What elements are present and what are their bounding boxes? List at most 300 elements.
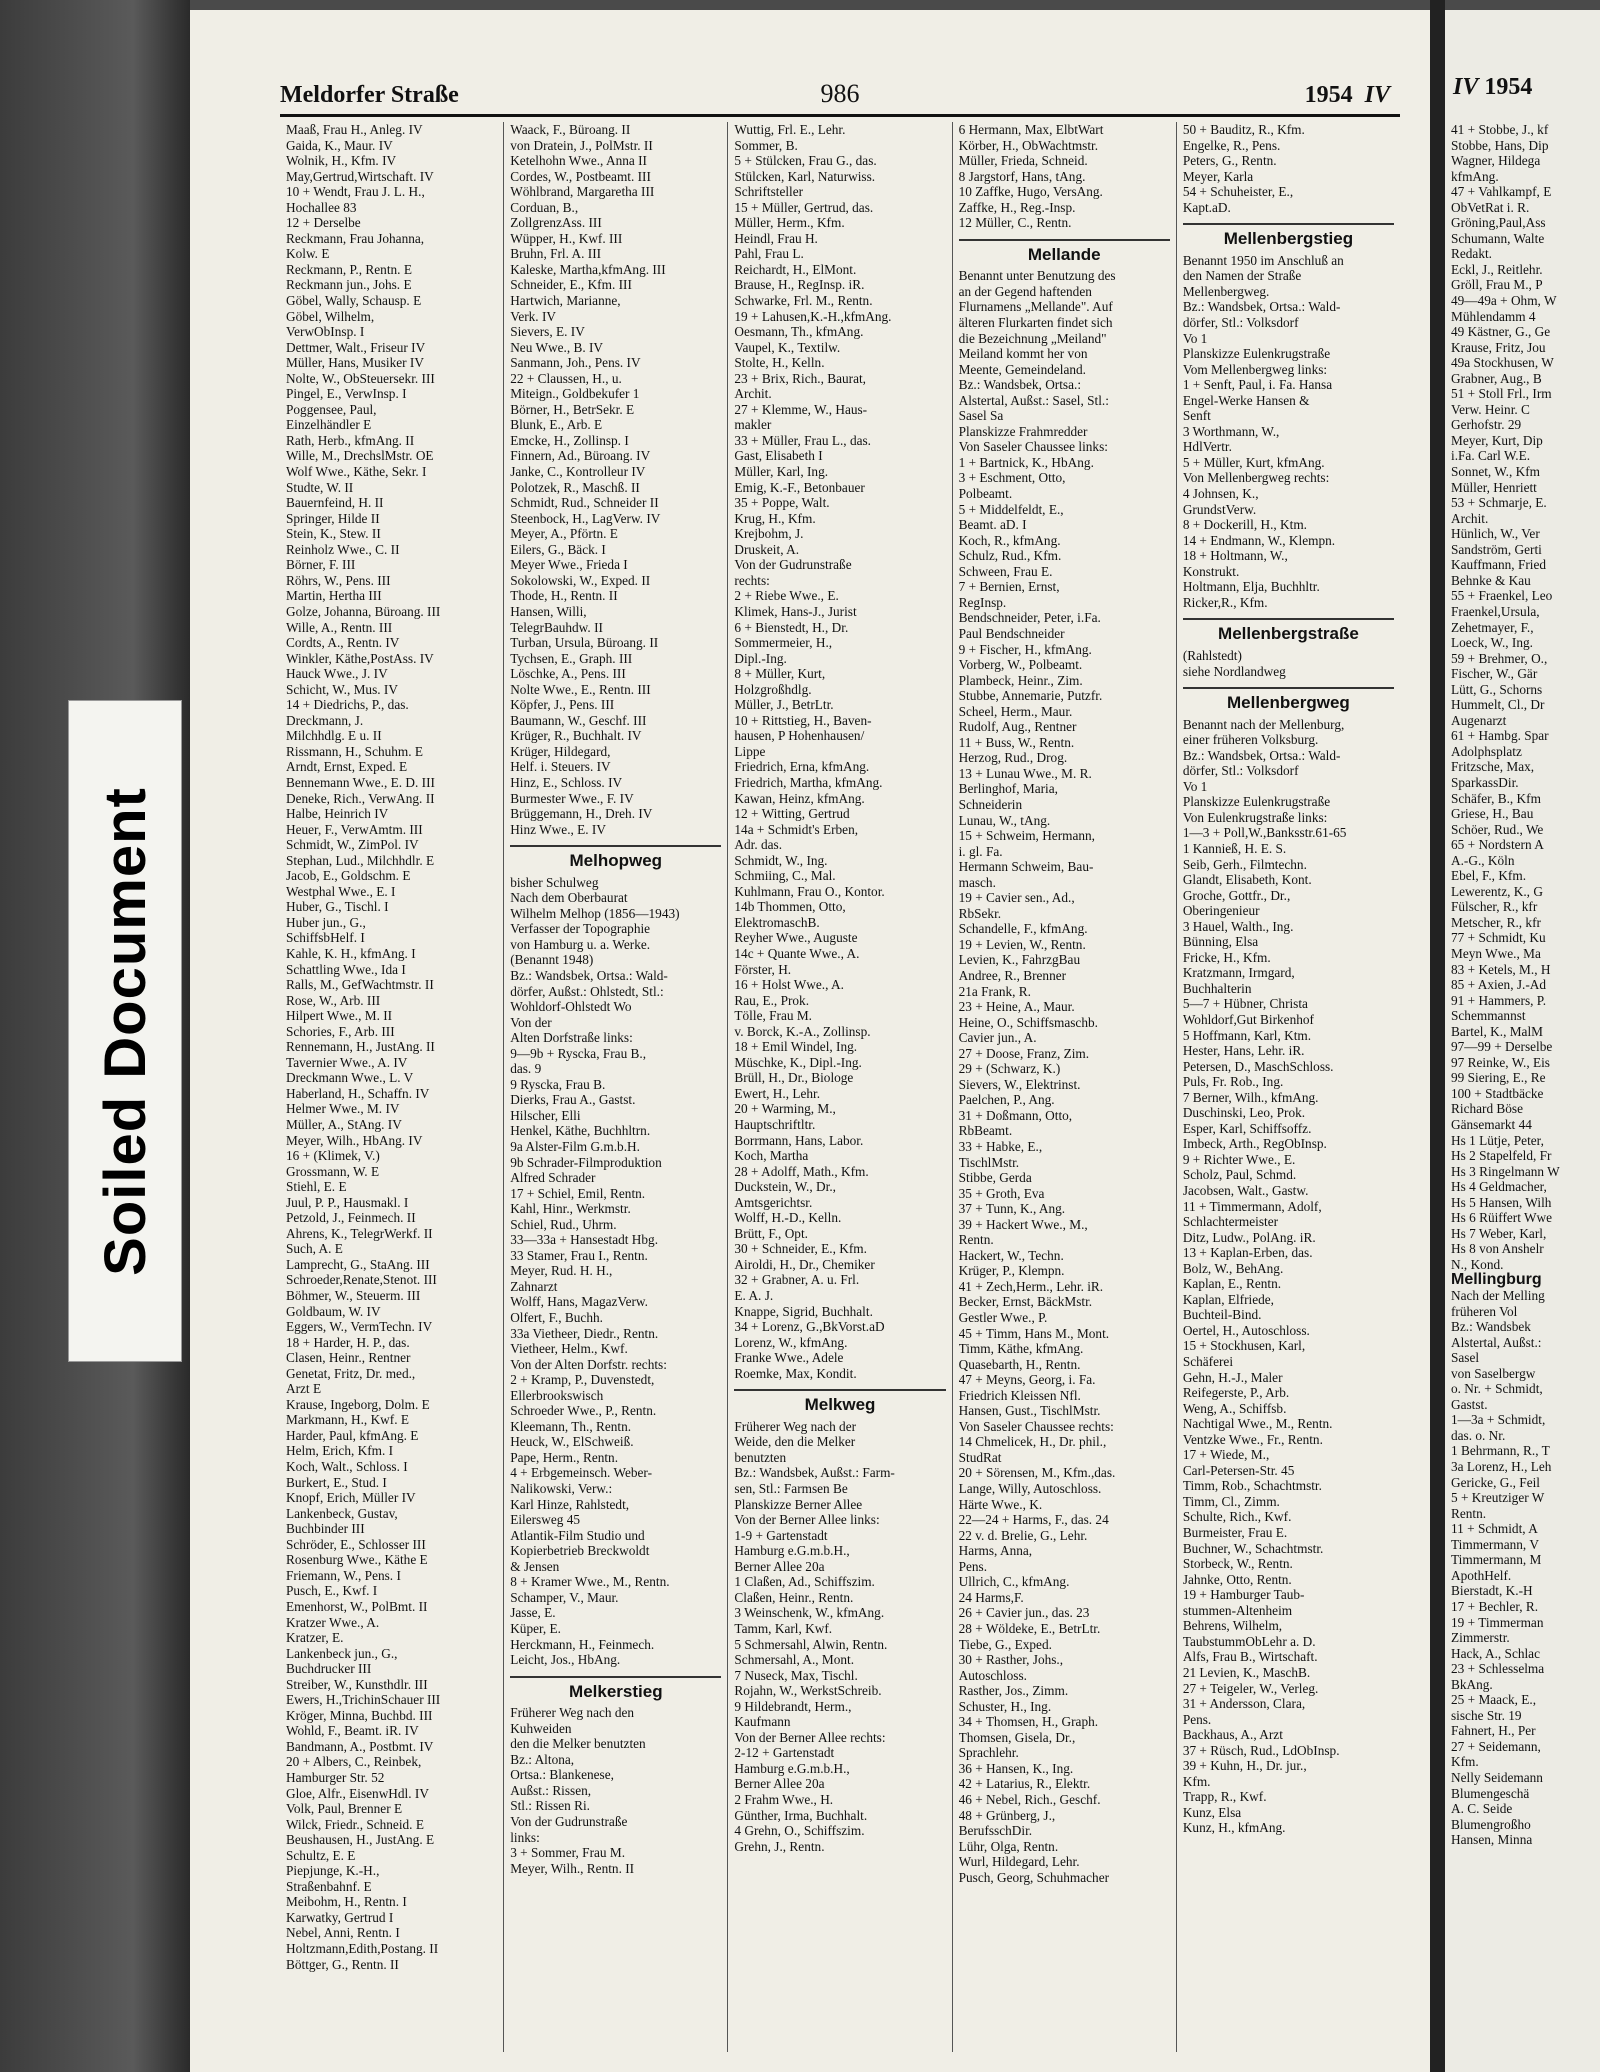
entry-line: Eggers, W., VermTechn. IV	[286, 1319, 433, 1335]
next-page-line: Bartel, K., MalM	[1451, 1023, 1543, 1039]
entry-line: Gestler Wwe., P.	[958, 1310, 1048, 1326]
entry-line: Wolf Wwe., Käthe, Sekr. I	[286, 464, 427, 480]
entry-line: von Dratein, J., PolMstr. II	[510, 137, 653, 153]
entry-line: Ventzke Wwe., Fr., Rentn.	[1182, 1431, 1323, 1447]
entry-line: Brüggemann, H., Dreh. IV	[510, 806, 653, 822]
entry-line: einer früheren Volksburg.	[1182, 732, 1319, 748]
entry-line: Rasther, Jos., Zimm.	[958, 1683, 1069, 1699]
entry-line: Atlantik-Film Studio und	[510, 1527, 645, 1543]
entry-line: Knappe, Sigrid, Buchhalt.	[734, 1303, 873, 1319]
entry-line: 32 + Grabner, A. u. Frl.	[734, 1272, 860, 1288]
street-heading: Melkweg	[734, 1389, 945, 1413]
entry-line: Benannt unter Benutzung des	[958, 268, 1116, 284]
entry-line: 1 Claßen, Ad., Schiffszim.	[734, 1574, 875, 1590]
entry-line: 1 Kannieß, H. E. S.	[1182, 840, 1287, 856]
entry-line: 33—33a + Hansestadt Hbg.	[510, 1232, 659, 1248]
entry-line: 18 + Harder, H. P., das.	[286, 1334, 410, 1350]
entry-line: Stolte, H., Kelln.	[734, 355, 825, 371]
entry-line: Stubbe, Annemarie, Putzfr.	[958, 688, 1103, 704]
entry-line: Seib, Gerh., Filmtechn.	[1182, 856, 1307, 872]
entry-line: Wilhelm Melhop (1856—1943)	[510, 905, 680, 921]
entry-line: Polotzek, R., Maschß. II	[510, 479, 640, 495]
entry-line: Härte Wwe., K.	[958, 1496, 1043, 1512]
street-heading: Mellenbergweg	[1183, 687, 1394, 711]
entry-line: Waack, F., Büroang. II	[510, 122, 631, 137]
entry-line: Fricke, H., Kfm.	[1182, 949, 1271, 965]
entry-line: dörfer, Stl.: Volksdorf	[1182, 763, 1299, 779]
entry-line: Weide, den die Melker	[734, 1434, 856, 1450]
next-page-line: Bierstadt, K.-H	[1451, 1583, 1533, 1599]
entry-line: Wuttig, Frl. E., Lehr.	[734, 122, 846, 137]
next-page-line: 100 + Stadtbäcke	[1451, 1085, 1544, 1101]
entry-line: Claßen, Heinr., Rentn.	[734, 1589, 854, 1605]
entry-line: Schween, Frau E.	[958, 563, 1053, 579]
entry-line: 5 Hoffmann, Karl, Ktm.	[1182, 1027, 1312, 1043]
entry-line: Polbeamt.	[958, 486, 1013, 502]
entry-line: Tavernier Wwe., A. IV	[286, 1054, 408, 1070]
entry-line: Ullrich, C., kfmAng.	[958, 1574, 1070, 1590]
entry-line: Buchdrucker III	[286, 1661, 372, 1677]
entry-line: Hilscher, Elli	[510, 1107, 581, 1123]
entry-line: Helf. i. Steuers. IV	[510, 759, 611, 775]
entry-line: Kaleske, Martha,kfmAng. III	[510, 261, 666, 277]
entry-line: Friedrich, Erna, kfmAng.	[734, 759, 870, 775]
entry-line: Verfasser der Topographie	[510, 921, 651, 937]
entry-line: Schulz, Rud., Kfm.	[958, 548, 1062, 564]
entry-line: Rennemann, H., JustAng. II	[286, 1039, 435, 1055]
entry-line: Weng, A., Schiffsb.	[1182, 1400, 1287, 1416]
entry-line: Burmeister, Frau E.	[1182, 1525, 1288, 1541]
entry-line: Arndt, Ernst, Exped. E	[286, 759, 408, 775]
entry-line: 45 + Timm, Hans M., Mont.	[958, 1325, 1110, 1341]
entry-line: Außst.: Rissen,	[510, 1782, 592, 1798]
entry-line: Lankenbeck jun., G.,	[286, 1645, 398, 1661]
entry-line: Müller, Hans, Musiker IV	[286, 355, 424, 371]
entry-line: Vo 1	[1182, 778, 1208, 794]
entry-line: Behrens, Wilhelm,	[1182, 1618, 1283, 1634]
entry-line: Ketelhohn Wwe., Anna II	[510, 153, 647, 169]
entry-line: Gehn, H.-J., Maler	[1182, 1369, 1283, 1385]
entry-line: Pape, Herm., Rentn.	[510, 1449, 619, 1465]
entry-line: Baumann, W., Geschf. III	[510, 712, 647, 728]
entry-line: Brüll, H., Dr., Biologe	[734, 1070, 854, 1086]
next-page-line: 91 + Hammers, P.	[1451, 992, 1547, 1008]
next-page-line: 41 + Stobbe, J., kf	[1451, 122, 1549, 137]
next-page-line: 11 + Schmidt, A	[1451, 1521, 1538, 1537]
entry-line: Schmiing, C., Mal.	[734, 868, 836, 884]
entry-line: Koch, Walt., Schloss. I	[286, 1459, 408, 1475]
street-heading: Mellenbergstraße	[1183, 618, 1394, 642]
entry-line: 9b Schrader-Filmproduktion	[510, 1154, 662, 1170]
entry-line: Rath, Herb., kfmAng. II	[286, 432, 415, 448]
next-page-line: Schäfer, B., Kfm	[1451, 790, 1541, 806]
entry-line: 7 + Bernien, Ernst,	[958, 579, 1060, 595]
next-page-line: 77 + Schmidt, Ku	[1451, 930, 1546, 946]
next-page-line: Hs 5 Hansen, Wilh	[1451, 1194, 1552, 1210]
entry-line: links:	[510, 1829, 540, 1845]
next-page-line: Meyn Wwe., Ma	[1451, 945, 1541, 961]
entry-line: 14 + Diedrichs, P., das.	[286, 697, 409, 713]
entry-line: TischlMstr.	[958, 1154, 1020, 1170]
entry-line: 15 + Müller, Gertrud, das.	[734, 199, 874, 215]
next-page-line: Redakt.	[1451, 246, 1492, 262]
next-page-line: BkAng.	[1451, 1676, 1493, 1692]
next-page-line: Alstertal, Außst.:	[1451, 1334, 1542, 1350]
entry-line: RbBeamt.	[958, 1123, 1013, 1139]
entry-line: Hackert, W., Techn.	[958, 1247, 1064, 1263]
entry-line: 22 v. d. Brelie, G., Lehr.	[958, 1527, 1088, 1543]
entry-line: Schattling Wwe., Ida I	[286, 961, 406, 977]
entry-line: Duckstein, W., Dr.,	[734, 1179, 836, 1195]
entry-line: Lühr, Olga, Rentn.	[958, 1838, 1059, 1854]
entry-line: Scholz, Paul, Schmd.	[1182, 1167, 1297, 1183]
entry-line: Planskizze Berner Allee	[734, 1496, 863, 1512]
entry-line: Von der Berner Allee links:	[734, 1512, 880, 1528]
entry-line: Klimek, Hans-J., Jurist	[734, 603, 857, 619]
entry-line: 3 + Eschment, Otto,	[958, 470, 1066, 486]
entry-line: Druskeit, A.	[734, 541, 800, 557]
next-page-line: Kauffmann, Fried	[1451, 557, 1547, 573]
entry-line: 2 Frahm Wwe., H.	[734, 1791, 834, 1807]
next-page-line: Behnke & Kau	[1451, 572, 1531, 588]
entry-line: 30 + Rasther, Johs.,	[958, 1652, 1064, 1668]
entry-line: Karwatky, Gertrud I	[286, 1909, 394, 1925]
next-page-line: Blumengeschä	[1451, 1785, 1530, 1801]
entry-line: dörfer, Außst.: Ohlstedt, Stl.:	[510, 983, 664, 999]
next-page-line: Loeck, W., Ing.	[1451, 635, 1533, 651]
entry-line: Hamburg e.G.m.b.H.,	[734, 1543, 850, 1559]
entry-line: Schandelle, F., kfmAng.	[958, 921, 1088, 937]
entry-line: Lamprecht, G., StaAng. III	[286, 1256, 430, 1272]
entry-line: Franke Wwe., Adele	[734, 1350, 844, 1366]
header-volume: IV	[1364, 82, 1390, 108]
entry-line: Koch, R., kfmAng.	[958, 532, 1061, 548]
entry-line: Ewers, H.,TrichinSchauer III	[286, 1692, 441, 1708]
entry-line: Cordts, A., Rentn. IV	[286, 635, 400, 651]
next-page-line: Metscher, R., kfr	[1451, 914, 1541, 930]
next-page-line: A. C. Seide	[1451, 1801, 1513, 1817]
entry-line: 19 + Cavier sen., Ad.,	[958, 890, 1075, 906]
entry-line: Buchner, W., Schachtmstr.	[1182, 1540, 1324, 1556]
entry-line: 13 + Lunau Wwe., M. R.	[958, 765, 1092, 781]
next-page-line: Sonnet, W., Kfm	[1451, 464, 1541, 480]
entry-line: bisher Schulweg	[510, 874, 599, 890]
entry-line: 18 + Emil Windel, Ing.	[734, 1039, 858, 1055]
entry-line: Meibohm, H., Rentn. I	[286, 1894, 407, 1910]
entry-line: Thomsen, Gisela, Dr.,	[958, 1729, 1076, 1745]
entry-line: Reckmann, P., Rentn. E	[286, 261, 412, 277]
entry-line: Zahnarzt	[510, 1278, 558, 1294]
next-page-line: Lewerentz, K., G	[1451, 883, 1543, 899]
next-page-line: Müller, Henriett	[1451, 479, 1537, 495]
entry-line: 14 + Endmann, W., Klempn.	[1182, 532, 1336, 548]
entry-line: Schiel, Rud., Uhrm.	[510, 1216, 617, 1232]
entry-line: Arzt E	[286, 1381, 322, 1397]
entry-line: 13 + Kaplan-Erben, das.	[1182, 1245, 1313, 1261]
entry-line: Kapt.aD.	[1182, 199, 1231, 215]
next-page-line: i.Fa. Carl W.E.	[1451, 448, 1531, 464]
entry-line: masch.	[958, 874, 996, 890]
next-page-volume: IV	[1453, 74, 1479, 100]
entry-line: Stibbe, Gerda	[958, 1170, 1032, 1186]
next-page-line: Fahnert, H., Per	[1451, 1723, 1536, 1739]
next-page-line: Hs 2 Stapelfeld, Fr	[1451, 1148, 1552, 1164]
entry-line: Kratzmann, Irmgard,	[1182, 965, 1295, 981]
next-page-line: Augenarzt	[1451, 712, 1507, 728]
entry-line: 10 + Rittstieg, H., Baven-	[734, 712, 872, 728]
entry-line: 1 + Senft, Paul, i. Fa. Hansa	[1182, 377, 1333, 393]
entry-line: Alfred Schrader	[510, 1170, 596, 1186]
entry-line: Schmidt, Rud., Schneider II	[510, 495, 659, 511]
entry-line: Krejbohm, J.	[734, 526, 804, 542]
entry-line: Backhaus, A., Arzt	[1182, 1727, 1283, 1743]
entry-line: rechts:	[734, 572, 770, 588]
next-page-line: 53 + Schmarje, E.	[1451, 495, 1547, 511]
entry-line: Stein, K., Stew. II	[286, 526, 381, 542]
entry-line: E. A. J.	[734, 1288, 774, 1304]
entry-line: den Namen der Straße	[1182, 268, 1302, 284]
next-page-line: SparkassDir.	[1451, 774, 1519, 790]
entry-line: Bennemann Wwe., E. D. III	[286, 774, 435, 790]
entry-line: Volk, Paul, Brenner E	[286, 1801, 403, 1817]
entry-line: Bendschneider, Peter, i.Fa.	[958, 610, 1101, 626]
entry-line: Köpfer, J., Pens. III	[510, 697, 615, 713]
entry-line: Cavier jun., A.	[958, 1030, 1037, 1046]
entry-line: Clasen, Heinr., Rentner	[286, 1350, 411, 1366]
entry-line: Scheel, Herm., Maur.	[958, 703, 1073, 719]
entry-line: Von der Berner Allee rechts:	[734, 1729, 886, 1745]
column-4	[953, 122, 1177, 2052]
entry-line: Vo 1	[1182, 330, 1208, 346]
next-page-line: 19 + Timmerman	[1451, 1614, 1544, 1630]
entry-line: Früherer Weg nach der	[734, 1418, 857, 1434]
next-page-line: o. Nr. + Schmidt,	[1451, 1381, 1543, 1397]
entry-line: Bolz, W., BehAng.	[1182, 1260, 1284, 1276]
entry-line: benutzten	[734, 1449, 787, 1465]
entry-line: Andree, R., Brenner	[958, 967, 1067, 983]
entry-line: Meyer, Wilh., Rentn. II	[510, 1860, 635, 1876]
next-page-line: ObVetRat i. R.	[1451, 199, 1530, 215]
entry-line: Herzog, Rud., Drog.	[958, 750, 1068, 766]
entry-line: Oertel, H., Autoschloss.	[1182, 1322, 1310, 1338]
next-page-lines	[1451, 122, 1600, 1848]
entry-line: 23 + Brix, Rich., Baurat,	[734, 370, 866, 386]
entry-line: Genetat, Fritz, Dr. med.,	[286, 1365, 416, 1381]
entry-line: Schröder, E., Schlosser III	[286, 1536, 426, 1552]
entry-line: 28 + Wöldeke, E., BetrLtr.	[958, 1620, 1101, 1636]
entry-line: Zaffke, H., Reg.-Insp.	[958, 199, 1076, 215]
entry-line: Schamper, V., Maur.	[510, 1589, 619, 1605]
entry-line: StudRat	[958, 1449, 1002, 1465]
column-1	[280, 122, 504, 2052]
book-gutter	[1430, 0, 1445, 2072]
entry-line: Von der Alten Dorfstr. rechts:	[510, 1356, 667, 1372]
entry-line: 15 + Stockhusen, Karl,	[1182, 1338, 1306, 1354]
entry-line: Hauptschriftltr.	[734, 1117, 816, 1132]
entry-line: 19 + Levien, W., Rentn.	[958, 936, 1086, 952]
stamp-text: Soiled Document	[92, 786, 158, 1276]
entry-line: 5 Schmersahl, Alwin, Rentn.	[734, 1636, 888, 1652]
entry-line: Kopierbetrieb Breckwoldt	[510, 1543, 650, 1559]
entry-line: Karl Hinze, Rahlstedt,	[510, 1496, 630, 1512]
next-page-line: Krause, Fritz, Jou	[1451, 339, 1546, 355]
directory-page	[190, 10, 1430, 2072]
next-page-line: von Saselbergw	[1451, 1365, 1536, 1381]
entry-line: 4 + Erbgemeinsch. Weber-	[510, 1465, 652, 1481]
entry-line: von Hamburg u. a. Werke.	[510, 936, 651, 952]
entry-line: 19 + Hamburger Taub-	[1182, 1587, 1305, 1603]
next-page-line: Nach der Melling	[1451, 1288, 1545, 1304]
entry-line: 8 + Dockerill, H., Ktm.	[1182, 517, 1308, 533]
entry-line: Alten Dorfstraße links:	[510, 1030, 633, 1046]
next-page-line: 5 + Kreutziger W	[1451, 1490, 1545, 1506]
next-page-line: Gänsemarkt 44	[1451, 1117, 1532, 1132]
entry-line: TaubstummObLehr a. D.	[1182, 1633, 1316, 1649]
next-page-line: Timmermann, M	[1451, 1552, 1542, 1568]
entry-line: & Jensen	[510, 1558, 560, 1574]
entry-line: Börner, F. III	[286, 557, 356, 573]
entry-line: Förster, H.	[734, 961, 792, 977]
entry-line: Beushausen, H., JustAng. E	[286, 1832, 435, 1848]
entry-line: Rentn.	[958, 1232, 994, 1248]
entry-line: Huber, G., Tischl. I	[286, 899, 389, 915]
entry-line: 48 + Grünberg, J.,	[958, 1807, 1056, 1823]
entry-line: 37 + Tunn, K., Ang.	[958, 1201, 1066, 1217]
entry-line: Wilck, Friedr., Schneid. E	[286, 1816, 424, 1832]
entry-line: Von der	[510, 1014, 552, 1030]
entry-line: Oesmann, Th., kfmAng.	[734, 324, 864, 340]
entry-line: Roemke, Max, Kondit.	[734, 1365, 857, 1381]
entry-line: Janke, C., Kontrolleur IV	[510, 464, 646, 480]
next-page-line: Fritzsche, Max,	[1451, 759, 1535, 775]
entry-line: Wöhlbrand, Margaretha III	[510, 184, 655, 200]
entry-line: hausen, P Hohenhausen/	[734, 728, 865, 744]
next-page-line: Meyer, Kurt, Dip	[1451, 432, 1543, 448]
entry-line: Golze, Johanna, Büroang. III	[286, 603, 441, 619]
entry-line: Von der Gudrunstraße	[510, 1813, 628, 1829]
entry-line: Holtmann, Elja, Buchhltr.	[1182, 579, 1320, 595]
entry-line: Ralls, M., GefWachtmstr. II	[286, 977, 434, 993]
entry-line: Bandmann, A., Postbmt. IV	[286, 1738, 434, 1754]
next-page-line: 59 + Brehmer, O.,	[1451, 650, 1548, 666]
entry-line: Berner Allee 20a	[734, 1776, 825, 1792]
entry-line: Vaupel, K., Textilw.	[734, 339, 841, 355]
entry-line: Koch, Martha	[734, 1148, 809, 1164]
entry-line: (Benannt 1948)	[510, 952, 594, 968]
entry-line: Wohldorf,Gut Birkenhof	[1182, 1011, 1314, 1027]
entry-line: Paelchen, P., Ang.	[958, 1092, 1055, 1108]
entry-line: 35 + Groth, Eva	[958, 1185, 1045, 1201]
entry-line: Sievers, E. IV	[510, 324, 585, 340]
entry-line: Ditz, Ludw., PolAng. iR.	[1182, 1229, 1316, 1245]
entry-line: Schroeder,Renate,Stenot. III	[286, 1272, 437, 1288]
entry-line: Friedrich, Martha, kfmAng.	[734, 774, 883, 790]
entry-line: Jahnke, Otto, Rentn.	[1182, 1571, 1292, 1587]
entry-line: Dettmer, Walt., Friseur IV	[286, 339, 426, 355]
next-page-line: Eckl, J., Reitlehr.	[1451, 261, 1543, 277]
entry-line: Engel-Werke Hansen &	[1182, 392, 1310, 408]
entry-line: Hansen, Gust., TischlMstr.	[958, 1403, 1101, 1419]
entry-line: Plambeck, Heinr., Zim.	[958, 672, 1083, 688]
entry-line: 34 + Lorenz, G.,BkVorst.aD	[734, 1319, 885, 1335]
entry-line: 12 Müller, C., Rentn.	[958, 215, 1072, 231]
entry-line: Schlachtermeister	[1182, 1214, 1279, 1230]
entry-line: Engelke, R., Pens.	[1182, 137, 1281, 153]
entry-line: Flurnamens „Mellande". Auf	[958, 299, 1113, 315]
entry-line: 22 + Claussen, H., u.	[510, 370, 622, 386]
entry-line: Wille, M., DrechslMstr. OE	[286, 448, 434, 464]
next-page-line: Rentn.	[1451, 1505, 1487, 1521]
entry-line: 3 Weinschenk, W., kfmAng.	[734, 1605, 885, 1621]
entry-line: Trapp, R., Kwf.	[1182, 1789, 1267, 1805]
entry-line: Timm, Rob., Schachtmstr.	[1182, 1478, 1322, 1494]
entry-line: Blunk, E., Arb. E	[510, 417, 603, 433]
next-page-line: Schumann, Walte	[1451, 230, 1545, 246]
entry-line: Straßenbahnf. E	[286, 1878, 372, 1894]
entry-line: Martin, Hertha III	[286, 588, 382, 604]
entry-line: Buchbinder III	[286, 1521, 365, 1537]
entry-line: 33 Stamer, Frau I., Rentn.	[510, 1247, 648, 1263]
entry-line: Kaplan, Elfriede,	[1182, 1291, 1275, 1307]
entry-line: RbSekr.	[958, 905, 1002, 921]
entry-line: Emenhorst, W., PolBmt. II	[286, 1598, 428, 1614]
entry-line: 10 + Wendt, Frau J. L. H.,	[286, 184, 425, 200]
entry-line: Reifegerste, P., Arb.	[1182, 1385, 1290, 1401]
entry-line: Hartwich, Marianne,	[510, 293, 621, 309]
entry-line: Goldbaum, W. IV	[286, 1303, 381, 1319]
entry-line: Jacobsen, Walt., Gastw.	[1182, 1183, 1309, 1198]
entry-line: Thode, H., Rentn. II	[510, 588, 618, 604]
entry-line: Böhmer, W., Steuerm. III	[286, 1288, 421, 1304]
entry-line: Schwarke, Frl. M., Rentn.	[734, 293, 873, 309]
entry-line: sen, Stl.: Farmsen Be	[734, 1481, 848, 1497]
entry-line: Meiland kommt her von	[958, 346, 1088, 362]
next-page-line: Gastst.	[1451, 1396, 1488, 1412]
entry-line: Schicht, W., Mus. IV	[286, 681, 398, 697]
entry-line: dörfer, Stl.: Volksdorf	[1182, 315, 1299, 331]
entry-line: Steenbock, H., LagVerw. IV	[510, 510, 661, 526]
entry-line: Kratzer Wwe., A.	[286, 1614, 380, 1630]
street-heading: Mellande	[959, 239, 1170, 263]
entry-line: 27 + Klemme, W., Haus-	[734, 401, 868, 417]
entry-line: Haberland, H., Schaffn. IV	[286, 1085, 430, 1101]
entry-line: Hamburger Str. 52	[286, 1769, 385, 1785]
next-page-line: 97—99 + Derselbe	[1451, 1039, 1553, 1055]
entry-line: 27 + Doose, Franz, Zim.	[958, 1045, 1090, 1061]
entry-line: Schulte, Rich., Kwf.	[1182, 1509, 1292, 1525]
street-heading: Melkerstieg	[510, 1676, 721, 1700]
entry-line: Wüpper, H., Kwf. III	[510, 230, 623, 246]
entry-line: 14b Thommen, Otto,	[734, 899, 846, 915]
entry-line: Levien, K., FahrzgBau	[958, 952, 1081, 968]
entry-line: HdlVertr.	[1182, 439, 1232, 455]
entry-line: Nebel, Anni, Rentn. I	[286, 1925, 400, 1941]
entry-line: Wohld, F., Beamt. iR. IV	[286, 1723, 419, 1739]
entry-line: Mellenbergweg.	[1182, 283, 1270, 299]
entry-line: Pens.	[1182, 1711, 1212, 1727]
entry-line: Rau, E., Prok.	[734, 992, 810, 1008]
entry-line: Wohldorf-Ohlstedt Wo	[510, 999, 632, 1015]
next-page-line: 25 + Maack, E.,	[1451, 1692, 1537, 1708]
entry-line: 9 + Fischer, H., kfmAng.	[958, 641, 1092, 657]
page-number: 986	[820, 79, 860, 108]
next-page-line: Bz.: Wandsbek	[1451, 1319, 1531, 1335]
next-page-line: 17 + Bechler, R.	[1451, 1598, 1539, 1614]
entry-line: Meyer, Wilh., HbAng. IV	[286, 1132, 423, 1148]
entry-line: Meyer, Rud. H. H.,	[510, 1263, 613, 1279]
entry-line: May,Gertrud,Wirtschaft. IV	[286, 168, 434, 184]
entry-line: Oberingenieur	[1182, 903, 1260, 919]
